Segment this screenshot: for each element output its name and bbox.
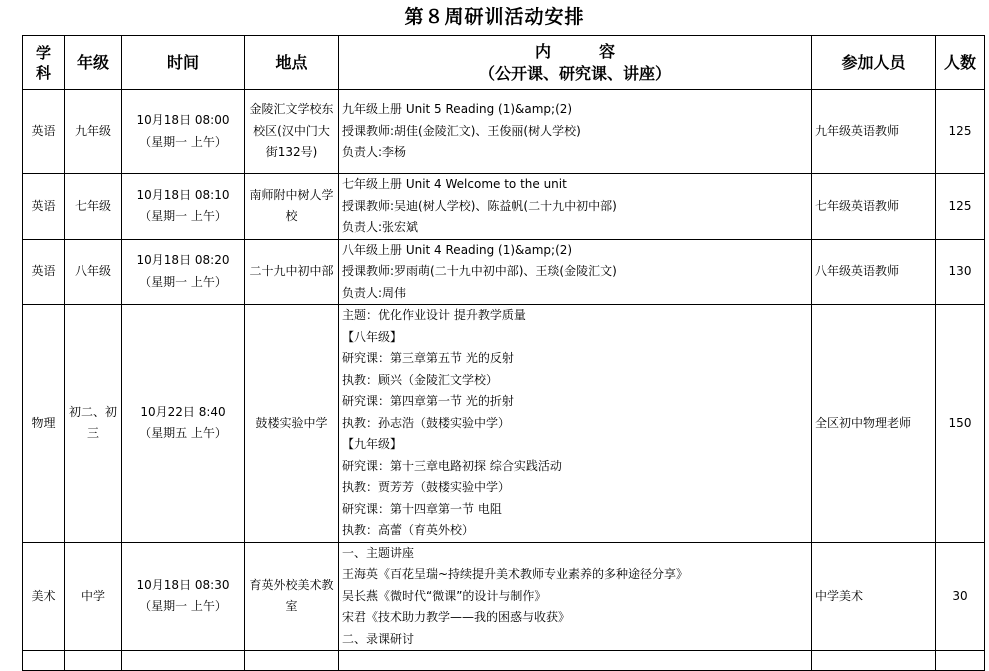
- content-line: 授课教师:罗雨萌(二十九中初中部)、王琰(金陵汇文): [342, 264, 617, 278]
- header-time: 时间: [122, 36, 245, 90]
- cell-empty: [245, 651, 339, 671]
- content-line: 执教：高蕾（育英外校）: [342, 523, 475, 537]
- cell-participants: 七年级英语教师: [812, 174, 936, 240]
- cell-time: [122, 305, 245, 543]
- header-content-title: 内 容: [534, 41, 615, 61]
- page-title: 第８周研训活动安排: [404, 6, 585, 28]
- time-date: 10月18日 08:20: [136, 253, 230, 268]
- time-weekday: （星期一 上午）: [139, 134, 227, 149]
- cell-empty: [23, 651, 65, 671]
- header-location: 地点: [245, 36, 339, 90]
- content-line: 九年级上册 Unit 5 Reading (1)&amp;(2): [342, 102, 573, 117]
- header-content-subtitle: （公开课、研究课、讲座）: [478, 63, 671, 83]
- content-line: 宋君《技术助力教学——我的困惑与收获》: [342, 610, 571, 624]
- schedule-table: [22, 35, 985, 671]
- content-line: 执教：孙志浩（鼓楼实验中学）: [342, 415, 511, 430]
- table-row: [23, 239, 985, 305]
- cell-empty: [122, 651, 245, 671]
- header-content: [339, 36, 812, 90]
- time-date: 10月18日 08:10: [136, 187, 230, 202]
- time-date: 10月22日 8:40: [140, 404, 226, 419]
- time-weekday: （星期一 上午）: [139, 274, 227, 289]
- content-line: 研究课：第十四章第一节 电阻: [342, 501, 502, 516]
- cell-empty: [339, 651, 812, 671]
- header-count: 人数: [936, 36, 985, 90]
- time-weekday: （星期一 上午）: [139, 209, 227, 224]
- table-row: [23, 90, 985, 174]
- cell-empty: [65, 651, 122, 671]
- content-line: 研究课：第三章第五节 光的反射: [342, 351, 514, 365]
- table-row: [23, 651, 985, 671]
- content-line: 执教：贾芳芳（鼓楼实验中学）: [342, 480, 511, 494]
- cell-content: [339, 90, 812, 174]
- content-line: 王海英《百花呈瑞~持续提升美术教师专业素养的多种途径分享》: [342, 567, 689, 581]
- time-date: 10月18日 08:00: [136, 113, 230, 127]
- header-grade: 年级: [65, 36, 122, 90]
- cell-content: [339, 542, 812, 651]
- cell-time: [122, 542, 245, 651]
- time-weekday: （星期五 上午）: [139, 426, 227, 441]
- cell-participants: 八年级英语教师: [812, 239, 936, 305]
- cell-location: 鼓楼实验中学: [245, 305, 339, 543]
- content-line: 【八年级】: [342, 329, 403, 344]
- content-line: 授课教师:吴迪(树人学校)、陈益帆(二十九中初中部): [342, 198, 617, 213]
- cell-subject: 英语: [23, 174, 65, 240]
- cell-content: [339, 305, 812, 543]
- cell-time: [122, 174, 245, 240]
- cell-count: 30: [936, 542, 985, 651]
- content-line: 【九年级】: [342, 437, 403, 451]
- time-weekday: （星期一 上午）: [139, 599, 227, 614]
- cell-empty: [936, 651, 985, 671]
- cell-participants: 全区初中物理老师: [812, 305, 936, 543]
- cell-subject: 英语: [23, 90, 65, 174]
- cell-participants: 中学美术: [812, 542, 936, 651]
- table-row: [23, 174, 985, 240]
- content-line: 授课教师:胡佳(金陵汇文)、王俊丽(树人学校): [342, 123, 581, 138]
- cell-content: [339, 174, 812, 240]
- cell-participants: 九年级英语教师: [812, 90, 936, 174]
- header-participants: 参加人员: [812, 36, 936, 90]
- cell-subject: 物理: [23, 305, 65, 543]
- cell-count: 125: [936, 174, 985, 240]
- content-line: 吴长燕《微时代“微课”的设计与制作》: [342, 588, 547, 603]
- cell-count: 125: [936, 90, 985, 174]
- table-row: [23, 542, 985, 651]
- cell-location: 南师附中树人学校: [245, 174, 339, 240]
- table-row: [23, 305, 985, 543]
- cell-grade: 中学: [65, 542, 122, 651]
- content-line: 一、主题讲座: [342, 545, 415, 560]
- content-line: 七年级上册 Unit 4 Welcome to the unit: [342, 177, 567, 191]
- cell-empty: [812, 651, 936, 671]
- cell-grade: 九年级: [65, 90, 122, 174]
- cell-time: [122, 90, 245, 174]
- cell-location: 二十九中初中部: [245, 239, 339, 305]
- content-line: 八年级上册 Unit 4 Reading (1)&amp;(2): [342, 242, 573, 257]
- content-line: 负责人:李杨: [342, 145, 407, 160]
- content-line: 负责人:周伟: [342, 285, 407, 300]
- cell-location: 金陵汇文学校东校区(汉中门大街132号): [245, 90, 339, 174]
- cell-count: 130: [936, 239, 985, 305]
- content-line: 研究课：第四章第一节 光的折射: [342, 394, 514, 408]
- cell-subject: 英语: [23, 239, 65, 305]
- cell-subject: 美术: [23, 542, 65, 651]
- header-subject: 学科: [23, 36, 65, 90]
- content-line: 研究课：第十三章电路初探 综合实践活动: [342, 458, 562, 473]
- cell-time: [122, 239, 245, 305]
- content-line: 负责人:张宏斌: [342, 220, 419, 234]
- time-date: 10月18日 08:30: [136, 577, 230, 592]
- content-line: 二、录课研讨: [342, 631, 415, 646]
- header-row: [23, 36, 985, 90]
- content-line: 主题：优化作业设计 提升教学质量: [342, 308, 526, 322]
- cell-count: 150: [936, 305, 985, 543]
- cell-grade: 八年级: [65, 239, 122, 305]
- cell-grade: 七年级: [65, 174, 122, 240]
- content-line: 执教：顾兴（金陵汇文学校）: [342, 372, 499, 387]
- cell-location: 育英外校美术教室: [245, 542, 339, 651]
- cell-content: [339, 239, 812, 305]
- cell-grade: 初二、初三: [65, 305, 122, 543]
